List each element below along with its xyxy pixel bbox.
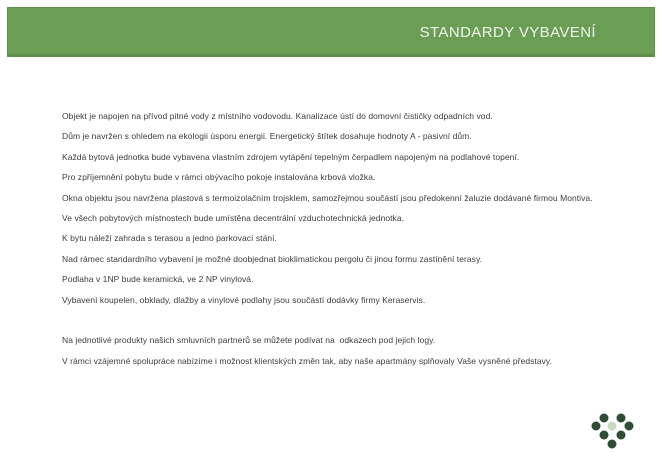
page-title: STANDARDY VYBAVENÍ xyxy=(419,23,596,41)
paragraph: Vybavení koupelen, obklady, dlažby a vinylové podlahy jsou součástí dodávky firmy Keraservis. xyxy=(62,294,426,305)
paragraph: Na jednotlivé produkty našich smluvních partnerů se můžete podívat na odkazech pod jejich logy. xyxy=(62,335,436,346)
paragraph: Podlaha v 1NP bude keramická, ve 2 NP vinylová. xyxy=(62,274,254,285)
paragraph: Nad rámec standardního vybavení je možné doobjednat bioklimatickou pergolu či jinou formu zastínění terasy. xyxy=(62,253,483,264)
content-area xyxy=(62,106,642,371)
paragraph: V rámci vzájemné spolupráce nabízíme i možnost klientských změn tak, aby naše apartmány splňovaly Vaše vysněné představy. xyxy=(62,355,552,366)
dots-logo-icon xyxy=(590,412,636,452)
paragraph: K bytu náleží zahrada s terasou a jedno parkovací stání. xyxy=(62,233,277,244)
paragraph: Okna objektu jsou navržena plastová s termoizolačním trojsklem, samozřejmou součástí jsou předokenní žaluzie dodávané firmou Montiva. xyxy=(62,192,593,203)
header-bar xyxy=(7,7,655,57)
paragraph: Ve všech pobytových místnostech bude umístěna decentrální vzduchotechnická jednotka. xyxy=(62,212,405,223)
paragraph: Objekt je napojen na přívod pitné vody z místního vodovodu. Kanalizace ústí do domovní čističky odpadních vod. xyxy=(62,111,493,121)
paragraph: Každá bytová jednotka bude vybavena vlastním zdrojem vytápění tepelným čerpadlem napojeným na podlahové topení. xyxy=(62,151,520,162)
paragraph: Pro zpříjemnění pobytu bude v rámci obývacího pokoje instalována krbová vložka. xyxy=(62,172,376,183)
paragraph: Dům je navržen s ohledem na ekologii úsporu energii. Energetický štítek dosahuje hodnoty A - pasivní dům. xyxy=(62,131,472,142)
